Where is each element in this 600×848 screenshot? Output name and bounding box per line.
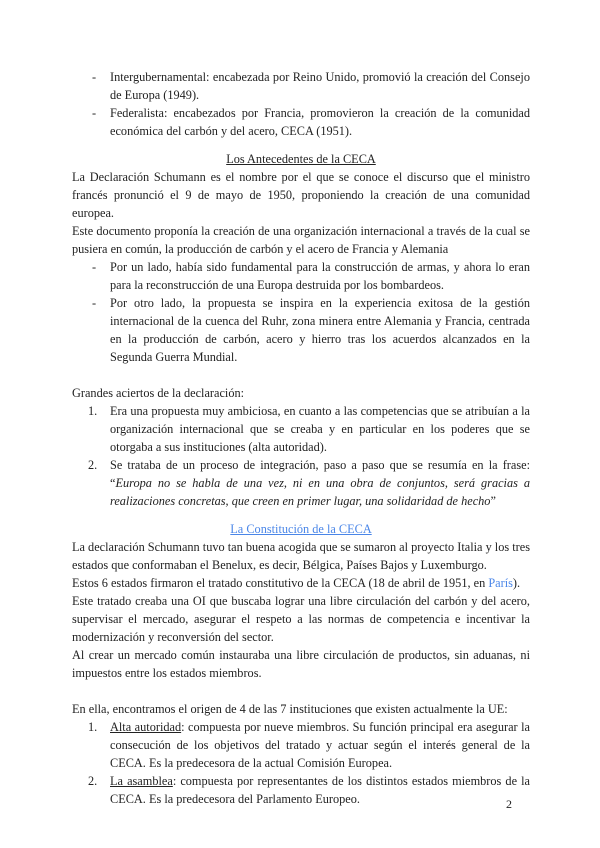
page-number: 2 (506, 797, 512, 811)
list-number: 2. (88, 774, 98, 788)
list-item-text: Era una propuesta muy ambiciosa, en cuanto a las competencias que se atribuían a la organización internacional que se creaba y en particular en los poderes que se otorgaba a sus instituciones (alta autoridad). (110, 404, 530, 454)
paragraph (72, 574, 530, 592)
list-item-text: Por otro lado, la propuesta se inspira en la experiencia exitosa de la gestión internacional de la cuenca del Ruhr, zona minera entre Alemania y Francia, centrada en la producción de carbón, acero y hierro tras los acuerdos alcanzados en la Segunda Guerra Mundial. (110, 296, 530, 364)
section-heading-antecedentes: Los Antecedentes de la CECA (226, 152, 376, 166)
institution-term: Alta autoridad (110, 720, 182, 734)
institutions-list (72, 718, 530, 808)
document-page (72, 68, 530, 808)
antecedentes-list (72, 258, 530, 366)
list-item (72, 402, 530, 456)
list-number: 2. (88, 458, 98, 472)
institution-term: La asamblea (110, 774, 173, 788)
paragraph: En ella, encontramos el origen de 4 de las 7 instituciones que existen actualmente la UE: (72, 702, 508, 716)
section-heading-constitucion[interactable]: La Constitución de la CECA (230, 522, 372, 536)
dash-bullet: - (92, 70, 97, 84)
paragraph: Este documento proponía la creación de una organización internacional a través de la cual se pusiera en común, la producción de carbón y el acero de Francia y Alemania (72, 224, 530, 256)
list-item (72, 104, 530, 140)
list-item-text: Por un lado, había sido fundamental para la construcción de armas, y ahora lo eran para la reconstrucción de una Europa destruida por los bombardeos. (110, 260, 530, 292)
paragraph: Este tratado creaba una OI que buscaba lograr una libre circulación del carbón y del acero, supervisar el mercado, asegurar el respeto a las normas de competencia e incentivar la modernización y reconversión del sector. (72, 594, 530, 644)
aciertos-title: Grandes aciertos de la declaración: (72, 386, 245, 400)
list-item (72, 258, 530, 294)
dash-bullet: - (92, 296, 97, 310)
list-item (72, 456, 530, 510)
dash-bullet: - (92, 106, 97, 120)
list-item (72, 718, 530, 772)
list-item-text: Intergubernamental: encabezada por Reino Unido, promovió la creación del Consejo de Europa (1949). (110, 70, 530, 102)
schumann-quote: Europa no se habla de una vez, ni en una obra de conjuntos, será gracias a realizaciones concretas, que creen en primer lugar, una solidaridad de hecho (110, 476, 530, 508)
aciertos-list (72, 402, 530, 510)
list-item-text: : compuesta por nueve miembros. Su función principal era asegurar la consecución de los objetivos del tratado y actuar según el interés general de la CECA. Es la predecesora de la actual Comisión Europea. (110, 720, 530, 770)
paragraph: La declaración Schumann tuvo tan buena acogida que se sumaron al proyecto Italia y los tres estados que conformaban el Benelux, es decir, Bélgica, Países Bajos y Luxemburgo. (72, 540, 530, 572)
intro-list (72, 68, 530, 140)
paragraph: La Declaración Schumann es el nombre por el que se conoce el discurso que el ministro francés pronunció el 9 de mayo de 1950, proponiendo la creación de una comunidad europea. (72, 170, 530, 220)
list-item-text: Federalista: encabezados por Francia, promovieron la creación de la comunidad económica del carbón y del acero, CECA (1951). (110, 106, 530, 138)
paris-link[interactable]: París (488, 576, 513, 590)
paragraph: Al crear un mercado común instauraba una libre circulación de productos, sin aduanas, ni impuestos entre los estados miembros. (72, 648, 530, 680)
paragraph-text: Estos 6 estados firmaron el tratado constitutivo de la CECA (18 de abril de 1951, en (72, 576, 489, 590)
list-item-text: : compuesta por representantes de los distintos estados miembros de la CECA. Es la predecesora del Parlamento Europeo. (110, 774, 530, 806)
quote-close: ” (490, 494, 496, 508)
list-item-text: Se trataba de un proceso de integración, paso a paso que se resumía en la frase: (110, 458, 530, 472)
quote-open: “ (110, 476, 116, 490)
list-item (72, 772, 530, 808)
list-number: 1. (88, 404, 98, 418)
list-item (72, 68, 530, 104)
dash-bullet: - (92, 260, 97, 274)
paragraph-text: ). (512, 576, 521, 590)
list-number: 1. (88, 720, 98, 734)
list-item (72, 294, 530, 366)
